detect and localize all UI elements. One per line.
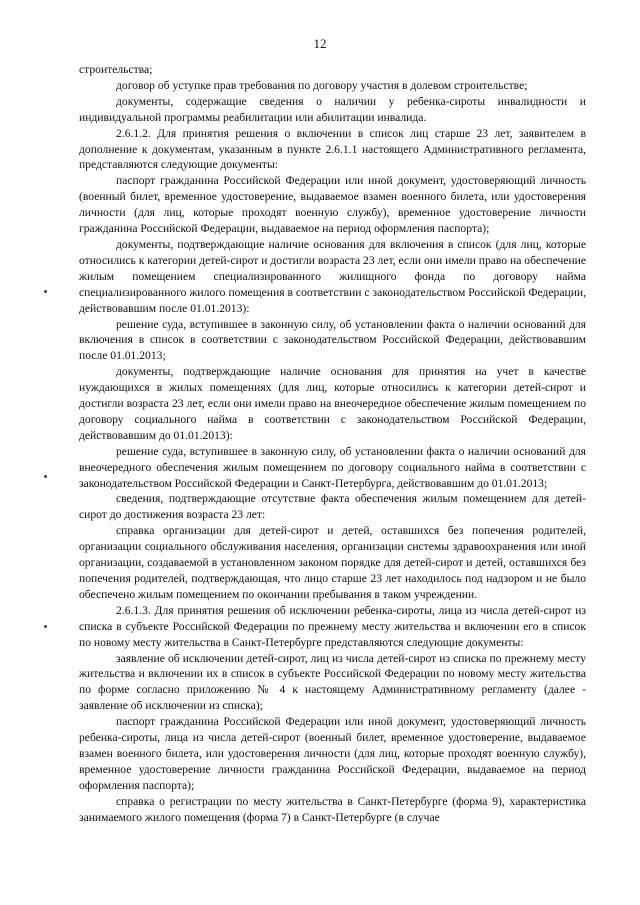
paragraph: документы, подтверждающие наличие основания для принятия на учет в качестве нуждающихся в жилых помещениях (для лиц, которые относились к категории детей-сирот и достигли возраста 23 лет, если они имели право на внеочередное обеспечение жилым помещением по договору социального найма в соответствии с законодательством Российской Федерации, действовавшим до 01.01.2013): — [79, 365, 586, 442]
paragraph: паспорт гражданина Российской Федерации или иной документ, удостоверяющий личность ребенка-сироты, лица из числа детей-сирот (военный билет, временное удостоверение, выдаваемое взамен военного билета, или удостоверения личности (для лиц, которые проходят военную службу), временное удостоверение личности гражданина Российской Федерации, выдаваемое на период оформления паспорта); — [79, 715, 586, 792]
paragraph: решение суда, вступившее в законную силу, об установлении факта о наличии оснований для внеочередного обеспечения жилым помещением по договору социального найма в соответствии с законодательством Российской Федерации и Санкт-Петербурга, действовавшим до 01.01.2013; — [79, 444, 586, 490]
paragraph: договор об уступке прав требования по договору участия в долевом строительстве; — [116, 78, 528, 92]
paragraph: справка организации для детей-сирот и детей, оставшихся без попечения родителей, организации социального обслуживания населения, организации системы здравоохранения или иной организации, создаваемой в установленном законом порядке для детей-сирот и детей, оставшихся без попечения родителей, подтверждающая, что лицо старше 23 лет находилось под надзором и не было обеспечено жилым помещением по окончании пребывания в таком учреждении. — [79, 524, 586, 601]
paragraph: документы, подтверждающие наличие основания для включения в список (для лиц, которые относились к категории детей-сирот и достигли возраста 23 лет, если они имели право на обеспечение жилым помещением специализированного жилищного фонда по договору найма специализированного жилого помещения в соответствии с законодательством Российской Федерации, действовавшим после 01.01.2013): — [79, 237, 586, 315]
page-number: 12 — [313, 36, 327, 51]
paragraph: паспорт гражданина Российской Федерации или иной документ, удостоверяющий личность (военный билет, временное удостоверение, выдаваемое взамен военного билета, или удостоверения личности (для лиц, которые проходят военную службу), временное удостоверение личности гражданина Российской Федерации, выдаваемое на период оформления паспорта); — [79, 174, 586, 236]
paragraph: документы, содержащие сведения о наличии у ребенка-сироты инвалидности и индивидуальной программы реабилитации или абилитации инвалида. — [79, 94, 586, 124]
paragraph: сведения, подтверждающие отсутствие факта обеспечения жилым помещением для детей-сирот до достижения возраста 23 лет: — [79, 492, 586, 522]
paragraph: 2.6.1.2. Для принятия решения о включении в список лиц старше 23 лет, заявителем в дополнение к документам, указанным в пункте 2.6.1.1 настоящего Административного регламента, представляются следующие документы: — [79, 126, 586, 172]
paragraph: решение суда, вступившее в законную силу, об установлении факта о наличии оснований для включения в список в соответствии с законодательством Российской Федерации, действовавшим после 01.01.2013; — [79, 317, 586, 363]
margin-punch-mark — [44, 625, 47, 628]
document-body — [79, 62, 586, 826]
paragraph: строительства; — [79, 63, 153, 76]
paragraph: справка о регистрации по месту жительства в Санкт-Петербурге (форма 9), характеристика занимаемого жилого помещения (форма 7) в Санкт-Петербурге (в случае — [79, 794, 586, 824]
margin-punch-mark — [44, 475, 47, 478]
paragraph: 2.6.1.3. Для принятия решения об исключении ребенка-сироты, лица из числа детей-сирот из списка в субъекте Российской Федерации по прежнему месту жительства и включении его в список по новому месту жительства в Санкт-Петербурге представляются следующие документы: — [79, 603, 586, 649]
paragraph: заявление об исключении детей-сирот, лиц из числа детей-сирот из списка по прежнему месту жительства и включении их в список в субъекте Российской Федерации по новому месту жительства по форме согласно приложению № 4 к настоящему Административному регламенту (далее - заявление об исключении из списка); — [79, 651, 586, 713]
margin-punch-mark — [44, 290, 47, 293]
